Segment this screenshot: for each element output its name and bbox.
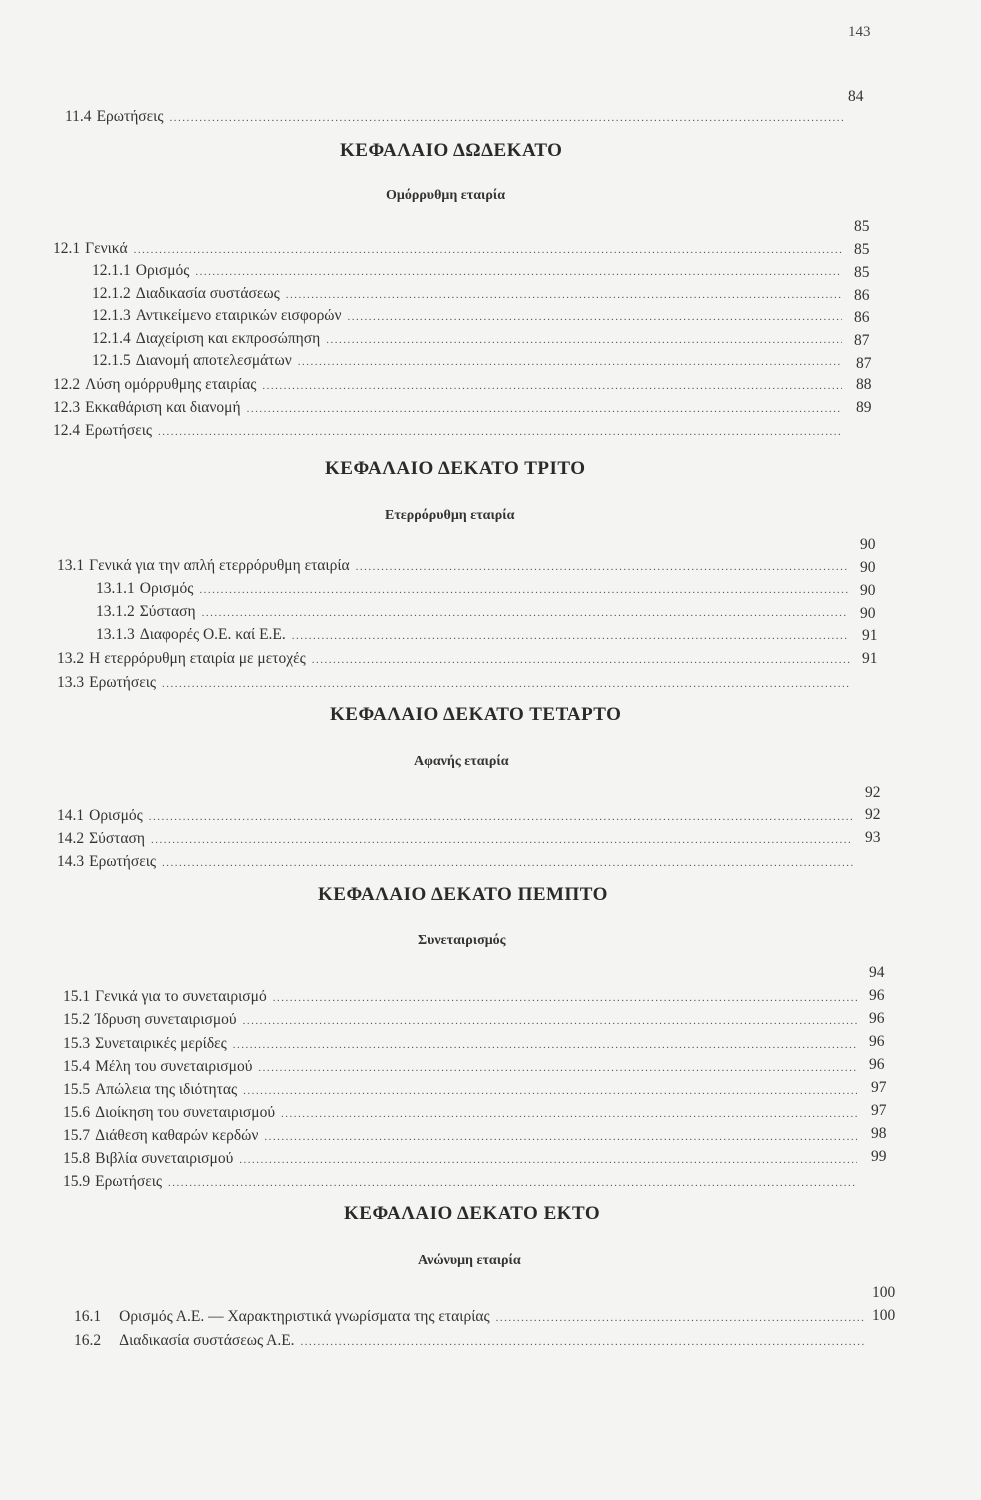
toc-entry bbox=[96, 624, 852, 646]
entry-page: 90 bbox=[860, 582, 876, 599]
entry-number: 14.1 bbox=[57, 807, 85, 824]
leader-dots bbox=[286, 284, 842, 306]
entry-number: 15.6 bbox=[63, 1104, 91, 1121]
toc-entry bbox=[57, 648, 854, 670]
entry-number: 12.1.4 bbox=[92, 330, 131, 347]
toc-entry bbox=[57, 672, 854, 694]
toc-entry bbox=[63, 1102, 861, 1124]
entry-number: 15.5 bbox=[63, 1081, 91, 1098]
leader-dots bbox=[258, 1057, 857, 1079]
leader-dots bbox=[356, 556, 848, 578]
leader-dots bbox=[151, 829, 853, 851]
entry-page: 100 bbox=[872, 1307, 896, 1324]
entry-page: 90 bbox=[860, 536, 876, 553]
toc-entry bbox=[65, 106, 848, 128]
entry-number: 15.3 bbox=[63, 1035, 91, 1052]
toc-entry bbox=[63, 1125, 861, 1147]
entry-page: 98 bbox=[871, 1125, 887, 1142]
toc-entry bbox=[92, 260, 846, 282]
entry-page: 97 bbox=[871, 1079, 887, 1096]
leader-dots bbox=[239, 1149, 857, 1171]
chapter-subtitle: Ετερρόρυθμη εταιρία bbox=[385, 508, 515, 523]
entry-title: Ερωτήσεις bbox=[89, 674, 157, 691]
entry-number: 12.2 bbox=[53, 376, 81, 393]
entry-title: Διαδικασία συστάσεως Α.Ε. bbox=[119, 1332, 295, 1349]
toc-entry bbox=[74, 1306, 870, 1328]
entry-number: 12.1.2 bbox=[92, 285, 131, 302]
chapter-subtitle: Ανώνυμη εταιρία bbox=[418, 1253, 521, 1268]
entry-page: 96 bbox=[869, 1033, 885, 1050]
leader-dots bbox=[281, 1103, 857, 1125]
entry-title: Διαδικασία συστάσεως bbox=[135, 285, 280, 302]
toc-entry bbox=[96, 601, 852, 623]
entry-page: 96 bbox=[869, 987, 885, 1004]
entry-number: 16.1 bbox=[74, 1308, 102, 1325]
entry-title: Σύσταση bbox=[139, 603, 196, 620]
toc-entry bbox=[63, 1009, 861, 1031]
toc-entry bbox=[57, 555, 852, 577]
entry-page: 86 bbox=[854, 309, 870, 326]
entry-page: 96 bbox=[869, 1010, 885, 1027]
chapter-heading: ΚΕΦΑΛΑΙΟ ΔΕΚΑΤΟ ΤΕΤΑΡΤΟ bbox=[330, 704, 622, 725]
entry-number: 15.4 bbox=[63, 1058, 91, 1075]
entry-number: 15.7 bbox=[63, 1127, 91, 1144]
leader-dots bbox=[264, 1126, 857, 1148]
entry-title: Η ετερρόρυθμη εταιρία με μετοχές bbox=[89, 650, 306, 667]
entry-page: 85 bbox=[854, 218, 870, 235]
toc-entry bbox=[74, 1330, 870, 1352]
leader-dots bbox=[169, 107, 844, 129]
toc-entry bbox=[63, 986, 861, 1008]
leader-dots bbox=[202, 602, 848, 624]
entry-number: 14.2 bbox=[57, 830, 85, 847]
leader-dots bbox=[496, 1307, 866, 1329]
chapter-subtitle: Αφανής εταιρία bbox=[414, 754, 509, 769]
leader-dots bbox=[247, 398, 842, 420]
leader-dots bbox=[298, 351, 842, 373]
toc-entry bbox=[53, 420, 846, 442]
leader-dots bbox=[158, 421, 842, 443]
leader-dots bbox=[162, 852, 853, 874]
toc-entry bbox=[92, 350, 846, 372]
entry-title: Γενικά για το συνεταιρισμό bbox=[95, 988, 267, 1005]
entry-number: 12.3 bbox=[53, 399, 81, 416]
chapter-subtitle: Συνεταιρισμός bbox=[418, 933, 506, 948]
leader-dots bbox=[149, 806, 853, 828]
entry-page: 87 bbox=[856, 355, 872, 372]
entry-number: 12.1.5 bbox=[92, 352, 131, 369]
entry-page: 90 bbox=[860, 559, 876, 576]
entry-title: Διοίκηση του συνεταιρισμού bbox=[95, 1104, 276, 1121]
leader-dots bbox=[195, 261, 842, 283]
entry-page: 88 bbox=[856, 376, 872, 393]
entry-title: Ορισμός bbox=[135, 262, 190, 279]
toc-entry bbox=[63, 1056, 861, 1078]
entry-page: 90 bbox=[860, 605, 876, 622]
entry-title: Σύσταση bbox=[89, 830, 145, 847]
entry-number: 12.4 bbox=[53, 422, 81, 439]
entry-page: 93 bbox=[865, 829, 881, 846]
entry-number: 12.1 bbox=[53, 240, 81, 257]
entry-number: 15.1 bbox=[63, 988, 91, 1005]
entry-title: Διανομή αποτελεσμάτων bbox=[135, 352, 292, 369]
entry-page: 89 bbox=[856, 399, 872, 416]
entry-page: 87 bbox=[854, 332, 870, 349]
leader-dots bbox=[348, 306, 842, 328]
leader-dots bbox=[233, 1034, 857, 1056]
entry-title: Ίδρυση συνεταιρισμού bbox=[95, 1011, 237, 1028]
entry-title: Μέλη του συνεταιρισμού bbox=[95, 1058, 253, 1075]
entry-title: Ορισμός Α.Ε. — Χαρακτηριστικά γνωρίσματα της εταιρίας bbox=[119, 1308, 490, 1325]
entry-page: 84 bbox=[848, 88, 864, 105]
entry-page: 97 bbox=[871, 1102, 887, 1119]
leader-dots bbox=[326, 329, 842, 351]
leader-dots bbox=[134, 239, 842, 261]
entry-number: 14.3 bbox=[57, 853, 85, 870]
entry-title: Διαφορές Ο.Ε. καί Ε.Ε. bbox=[139, 626, 286, 643]
entry-page: 94 bbox=[869, 964, 885, 981]
entry-page: 92 bbox=[865, 784, 881, 801]
entry-page: 96 bbox=[869, 1056, 885, 1073]
toc-entry bbox=[92, 328, 846, 350]
toc-entry bbox=[53, 374, 846, 396]
leader-dots bbox=[168, 1172, 857, 1194]
entry-title: Γενικά bbox=[85, 240, 128, 257]
toc-entry bbox=[96, 578, 852, 600]
entry-title: Γενικά για την απλή ετερρόρυθμη εταιρία bbox=[89, 557, 350, 574]
chapter-heading: ΚΕΦΑΛΑΙΟ ΔΩΔΕΚΑΤΟ bbox=[340, 140, 563, 161]
entry-number: 12.1.3 bbox=[92, 307, 131, 324]
toc-entry bbox=[57, 828, 857, 850]
entry-number: 13.2 bbox=[57, 650, 85, 667]
entry-number: 13.3 bbox=[57, 674, 85, 691]
chapter-heading: ΚΕΦΑΛΑΙΟ ΔΕΚΑΤΟ ΤΡΙΤΟ bbox=[325, 458, 586, 479]
toc-entry bbox=[92, 305, 846, 327]
entry-title: Διάθεση καθαρών κερδών bbox=[95, 1127, 259, 1144]
leader-dots bbox=[312, 649, 850, 671]
entry-number: 13.1 bbox=[57, 557, 85, 574]
entry-title: Αντικείμενο εταιρικών εισφορών bbox=[135, 307, 342, 324]
entry-title: Λύση ομόρρυθμης εταιρίας bbox=[85, 376, 257, 393]
toc-entry bbox=[63, 1171, 861, 1193]
entry-number: 15.9 bbox=[63, 1173, 91, 1190]
entry-number: 13.1.3 bbox=[96, 626, 135, 643]
leader-dots bbox=[292, 625, 848, 647]
leader-dots bbox=[199, 579, 848, 601]
toc-entry bbox=[63, 1148, 861, 1170]
entry-page: 100 bbox=[872, 1284, 896, 1301]
entry-title: Απώλεια της ιδιότητας bbox=[95, 1081, 238, 1098]
leader-dots bbox=[162, 673, 850, 695]
entry-title: Ορισμός bbox=[89, 807, 143, 824]
toc-entry bbox=[53, 397, 846, 419]
page-number: 143 bbox=[848, 24, 871, 40]
toc-entry bbox=[92, 283, 846, 305]
entry-number: 12.1.1 bbox=[92, 262, 131, 279]
entry-title: Ορισμός bbox=[139, 580, 194, 597]
entry-number: 16.2 bbox=[74, 1332, 102, 1349]
entry-page: 91 bbox=[862, 627, 878, 644]
entry-page: 99 bbox=[871, 1148, 887, 1165]
entry-title: Διαχείριση και εκπροσώπηση bbox=[135, 330, 321, 347]
entry-title: Ερωτήσεις bbox=[96, 108, 164, 125]
chapter-heading: ΚΕΦΑΛΑΙΟ ΔΕΚΑΤΟ ΕΚΤΟ bbox=[344, 1203, 601, 1224]
chapter-heading: ΚΕΦΑΛΑΙΟ ΔΕΚΑΤΟ ΠΕΜΠΤΟ bbox=[318, 884, 608, 905]
leader-dots bbox=[273, 987, 857, 1009]
entry-number: 15.8 bbox=[63, 1150, 91, 1167]
toc-entry bbox=[57, 851, 857, 873]
toc-entry bbox=[63, 1033, 861, 1055]
entry-number: 11.4 bbox=[65, 108, 92, 125]
leader-dots bbox=[243, 1080, 857, 1102]
leader-dots bbox=[301, 1331, 866, 1353]
entry-title: Συνεταιρικές μερίδες bbox=[95, 1035, 227, 1052]
entry-page: 92 bbox=[865, 806, 881, 823]
entry-title: Εκκαθάριση και διανομή bbox=[85, 399, 241, 416]
entry-title: Ερωτήσεις bbox=[95, 1173, 163, 1190]
entry-page: 86 bbox=[854, 287, 870, 304]
toc-entry bbox=[53, 238, 846, 260]
leader-dots bbox=[243, 1010, 857, 1032]
entry-page: 85 bbox=[854, 264, 870, 281]
entry-page: 91 bbox=[862, 650, 878, 667]
entry-number: 15.2 bbox=[63, 1011, 91, 1028]
entry-title: Βιβλία συνεταιρισμού bbox=[95, 1150, 234, 1167]
chapter-subtitle: Ομόρρυθμη εταιρία bbox=[386, 188, 506, 203]
entry-number: 13.1.1 bbox=[96, 580, 135, 597]
entry-title: Ερωτήσεις bbox=[89, 853, 157, 870]
entry-title: Ερωτήσεις bbox=[85, 422, 153, 439]
toc-entry bbox=[57, 805, 857, 827]
entry-number: 13.1.2 bbox=[96, 603, 135, 620]
leader-dots bbox=[262, 375, 842, 397]
toc-entry bbox=[63, 1079, 861, 1101]
entry-page: 85 bbox=[854, 241, 870, 258]
